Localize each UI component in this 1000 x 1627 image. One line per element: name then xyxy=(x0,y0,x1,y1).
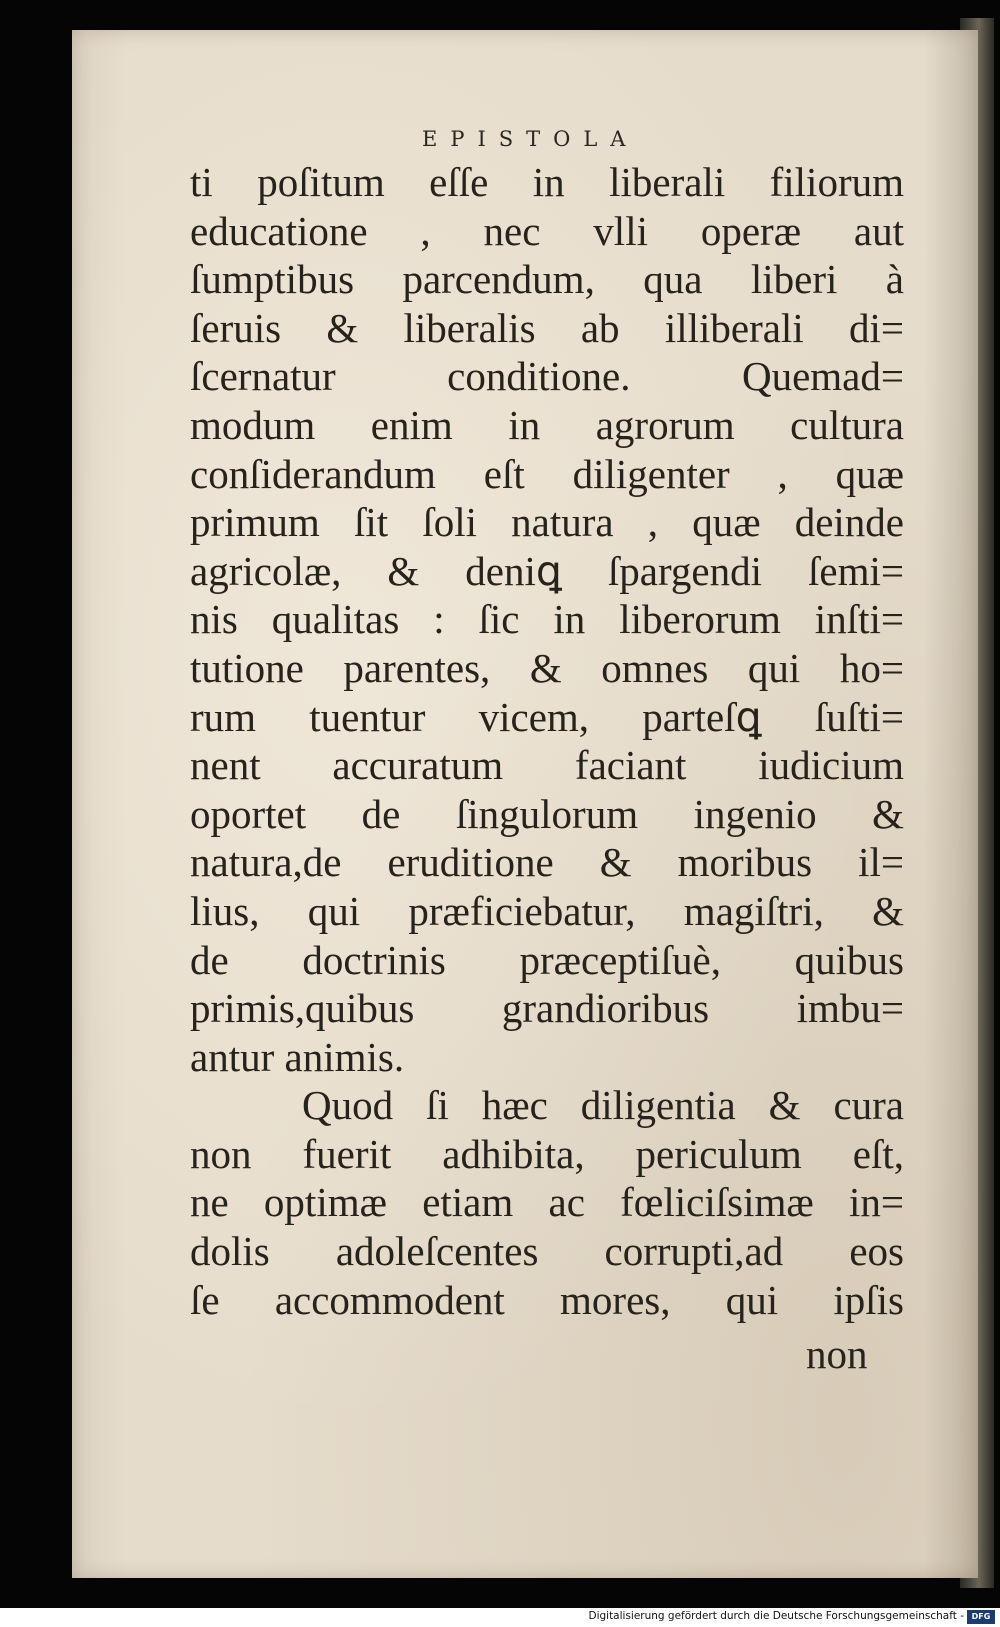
text-line: nent accuratum faciant iudicium xyxy=(190,742,904,789)
footer-credit: Digitalisierung gefördert durch die Deutsche Forschungsgemeinschaft - xyxy=(588,1610,964,1622)
text-line: natura,de eruditione & moribus il= xyxy=(190,839,904,886)
text-line: agricolæ, & deniꝗ ſpargendi ſemi= xyxy=(190,547,904,594)
text-line: ſe accommodent mores, qui ipſis xyxy=(190,1276,904,1323)
running-head: EPISTOLA xyxy=(422,127,639,151)
text-line: ſcernatur conditione. Quemad= xyxy=(190,353,904,400)
text-line: nis qualitas : ſic in liberorum inſti= xyxy=(190,596,904,643)
text-line: primis,quibus grandioribus imbu= xyxy=(190,985,904,1032)
text-block xyxy=(190,158,904,1324)
text-line: conſiderandum eſt diligenter , quæ xyxy=(190,450,904,497)
text-line: rum tuentur vicem, parteſꝗ ſuſti= xyxy=(190,693,904,740)
text-line: educatione , nec vlli operæ aut xyxy=(190,207,904,254)
text-line: ne optimæ etiam ac fœliciſsimæ in= xyxy=(190,1179,904,1226)
text-line: dolis adoleſcentes corrupti,ad eos xyxy=(190,1228,904,1275)
text-line: ſeruis & liberalis ab illiberali di= xyxy=(190,304,904,351)
paragraph-start-line: Quod ſi hæc diligentia & cura xyxy=(302,1082,904,1129)
text-line: de doctrinis præceptiſuè, quibus xyxy=(190,936,904,983)
text-line: primum ſit ſoli natura , quæ deinde xyxy=(190,499,904,546)
catchword: non xyxy=(806,1331,868,1377)
text-line: ſumptibus parcendum, qua liberi à xyxy=(190,256,904,303)
text-line: tutione parentes, & omnes qui ho= xyxy=(190,644,904,691)
dfg-logo: DFG xyxy=(967,1610,995,1624)
text-line: ti poſitum eſſe in liberali filiorum xyxy=(190,159,904,205)
digitization-footer xyxy=(0,1608,1000,1627)
text-line: lius, qui præficiebatur, magiſtri, & xyxy=(190,887,904,934)
text-line: oportet de ſingulorum ingenio & xyxy=(190,790,904,837)
text-line: modum enim in agrorum cultura xyxy=(190,401,904,448)
paragraph-end-line: antur animis. xyxy=(190,1033,405,1080)
text-line: non fuerit adhibita, periculum eſt, xyxy=(190,1130,904,1177)
